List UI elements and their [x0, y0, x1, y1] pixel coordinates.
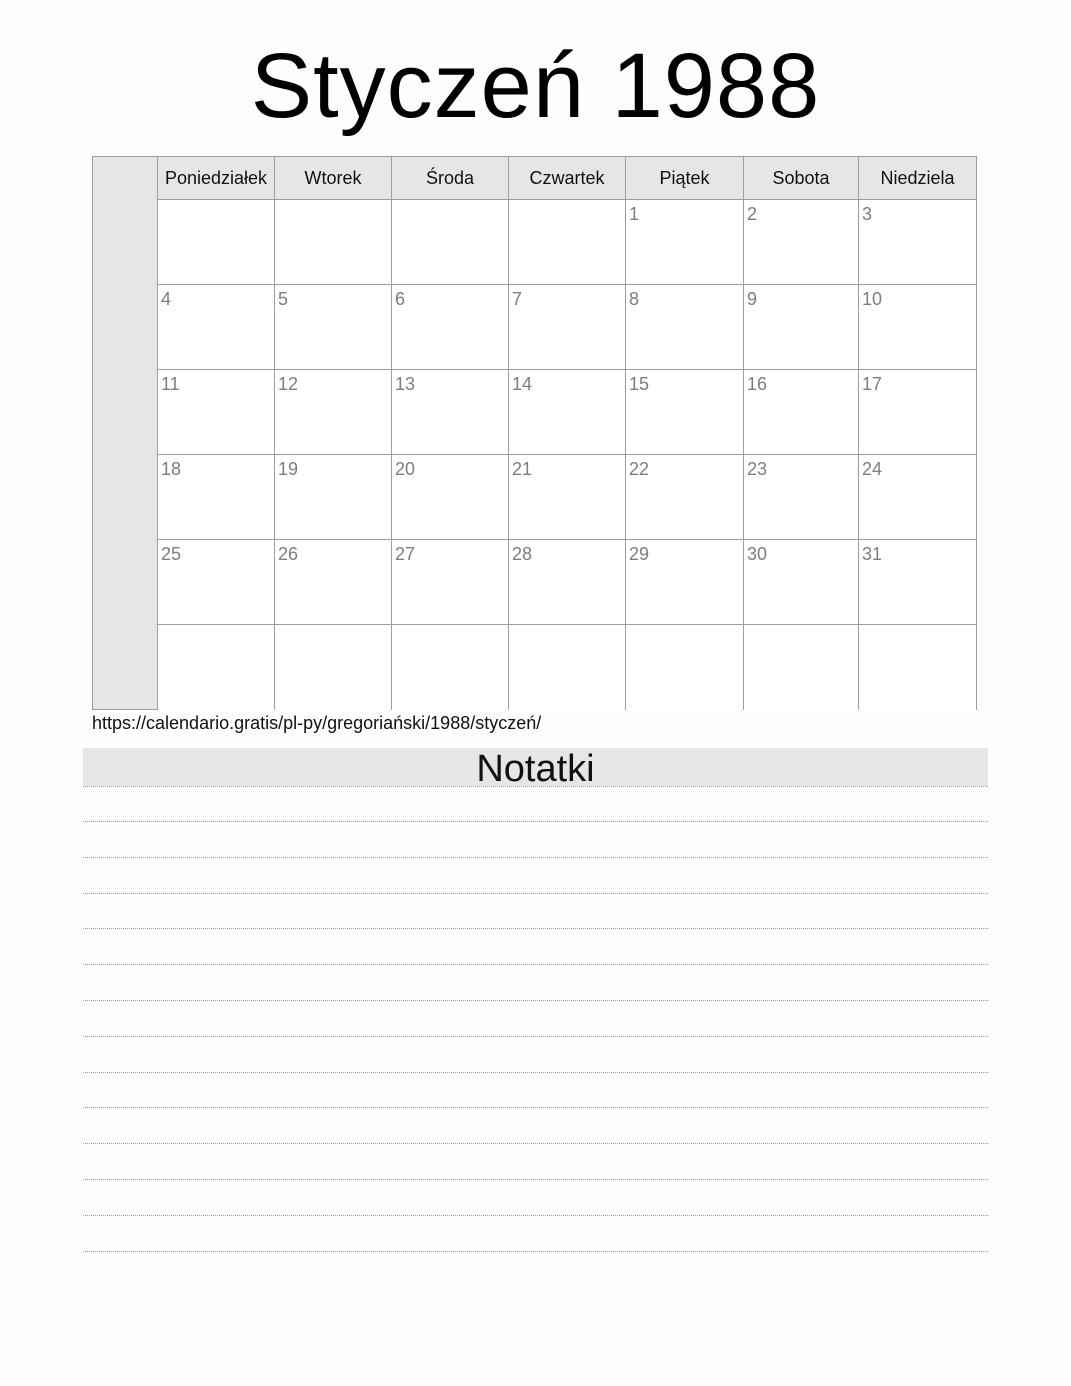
day-cell	[509, 455, 626, 540]
day-cell	[509, 370, 626, 455]
day-cell	[859, 540, 976, 625]
day-number: 18	[161, 459, 182, 479]
day-cell	[859, 200, 976, 285]
month-calendar	[92, 156, 977, 710]
day-cell	[392, 285, 509, 370]
day-cell	[744, 370, 859, 455]
day-cell	[392, 625, 509, 710]
day-cell	[626, 540, 744, 625]
day-number: 4	[161, 289, 172, 309]
day-cell	[744, 540, 859, 625]
week-number-column	[93, 157, 158, 709]
note-line	[83, 786, 988, 822]
day-cell	[509, 200, 626, 285]
note-line	[83, 1108, 988, 1144]
day-number: 13	[395, 374, 416, 394]
day-number: 16	[747, 374, 768, 394]
day-cell	[158, 540, 275, 625]
day-cell	[158, 625, 275, 710]
day-cell	[275, 200, 392, 285]
weekday-header: Środa	[392, 157, 509, 200]
day-number: 24	[862, 459, 883, 479]
day-cell	[626, 455, 744, 540]
day-number: 11	[161, 374, 180, 394]
weekday-header: Sobota	[744, 157, 859, 200]
day-cell	[626, 370, 744, 455]
weekday-header: Wtorek	[275, 157, 392, 200]
day-cell	[509, 540, 626, 625]
day-cell	[275, 455, 392, 540]
note-line	[83, 929, 988, 965]
notes-lines	[83, 786, 988, 1252]
note-line	[83, 894, 988, 930]
weekday-header: Piątek	[626, 157, 744, 200]
day-cell	[158, 370, 275, 455]
day-cell	[859, 625, 976, 710]
note-line	[83, 1037, 988, 1073]
day-cell	[626, 285, 744, 370]
day-cell	[158, 200, 275, 285]
note-line	[83, 822, 988, 858]
weekday-header: Niedziela	[859, 157, 976, 200]
day-number: 15	[629, 374, 650, 394]
day-cell	[275, 625, 392, 710]
day-number: 6	[395, 289, 406, 309]
day-cell	[626, 625, 744, 710]
note-line	[83, 1216, 988, 1252]
day-number: 14	[512, 374, 533, 394]
day-number: 9	[747, 289, 758, 309]
day-cell	[744, 285, 859, 370]
day-cell	[744, 625, 859, 710]
day-cell	[744, 200, 859, 285]
weekday-header: Poniedziałek	[158, 157, 275, 200]
day-number: 27	[395, 544, 416, 564]
day-number: 3	[862, 204, 873, 224]
day-number: 23	[747, 459, 768, 479]
day-cell	[392, 370, 509, 455]
notes-title: Notatki	[83, 748, 988, 786]
day-number: 20	[395, 459, 416, 479]
day-cell	[859, 370, 976, 455]
day-number: 12	[278, 374, 299, 394]
day-cell	[392, 540, 509, 625]
day-number: 22	[629, 459, 650, 479]
day-cell	[158, 285, 275, 370]
day-cell	[275, 540, 392, 625]
day-number: 21	[512, 459, 533, 479]
day-number: 25	[161, 544, 182, 564]
day-number: 19	[278, 459, 299, 479]
day-cell	[275, 370, 392, 455]
day-number: 8	[629, 289, 640, 309]
day-number: 10	[862, 289, 883, 309]
day-number: 17	[862, 374, 883, 394]
weekday-header: Czwartek	[509, 157, 626, 200]
day-cell	[509, 285, 626, 370]
day-cell	[392, 455, 509, 540]
day-number: 30	[747, 544, 768, 564]
day-number: 7	[512, 289, 523, 309]
note-line	[83, 858, 988, 894]
note-line	[83, 1144, 988, 1180]
day-number: 28	[512, 544, 533, 564]
day-cell	[859, 455, 976, 540]
source-url: https://calendario.gratis/pl-py/gregoriański/1988/styczeń/	[92, 713, 542, 733]
day-number: 31	[862, 544, 883, 564]
note-line	[83, 1073, 988, 1109]
day-cell	[275, 285, 392, 370]
day-cell	[392, 200, 509, 285]
note-line	[83, 965, 988, 1001]
calendar-grid	[158, 157, 976, 709]
day-number: 5	[278, 289, 289, 309]
day-number: 2	[747, 204, 758, 224]
day-cell	[744, 455, 859, 540]
day-cell	[626, 200, 744, 285]
day-number: 26	[278, 544, 299, 564]
day-number: 29	[629, 544, 650, 564]
day-cell	[859, 285, 976, 370]
note-line	[83, 1180, 988, 1216]
day-cell	[158, 455, 275, 540]
note-line	[83, 1001, 988, 1037]
day-number: 1	[629, 204, 640, 224]
day-cell	[509, 625, 626, 710]
calendar-title: Styczeń 1988	[250, 35, 821, 137]
